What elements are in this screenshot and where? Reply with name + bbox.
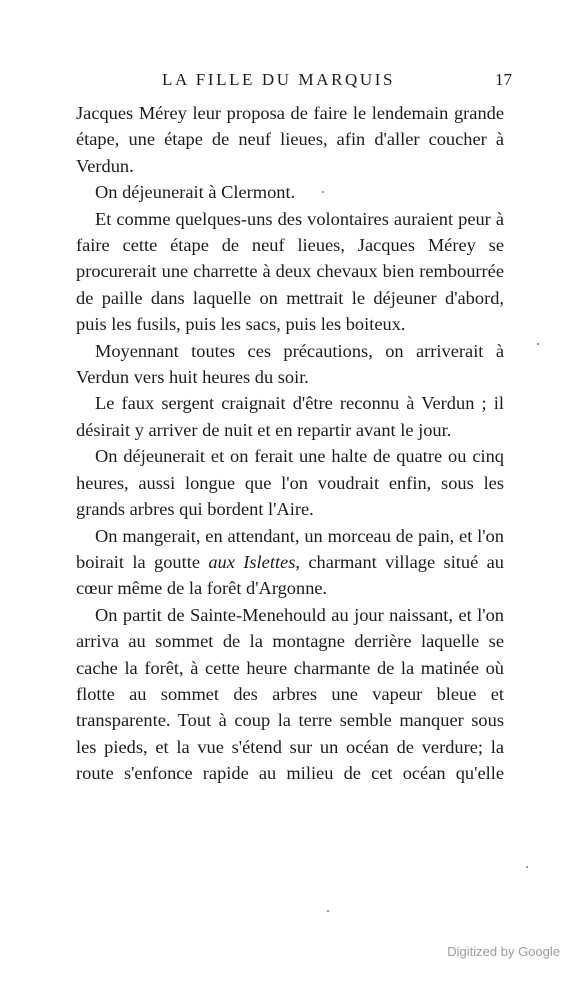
place-name-italic: aux Islettes <box>208 551 296 572</box>
paragraph-2: On déjeunerait à Clermont. <box>95 182 296 203</box>
scan-speck <box>526 866 528 868</box>
paragraph-1: Jacques Mérey leur proposa de faire le lendemain grande étape, une étape de neuf lieues, afin d'aller coucher à Verdun. <box>76 103 504 176</box>
running-title: LA FILLE DU MARQUIS <box>162 70 396 89</box>
paragraph-5: Le faux sergent craignait d'être reconnu à Verdun ; il désirait y arriver de nuit et en repartir avant le jour. <box>76 393 504 440</box>
paragraph-3: Et comme quelques-uns des volontaires auraient peur à faire cette étape de neuf lieues, Jacques Mérey se procurerait une charrette à deux chevaux bien rembourrée de paille dans laquelle on mettrait le déjeuner d'abord, puis les fusils, puis les sacs, puis les boiteux. <box>76 208 504 335</box>
body-text <box>76 100 504 787</box>
running-head <box>76 70 512 96</box>
paragraph-6: On déjeunerait et on ferait une halte de quatre ou cinq heures, aussi longue que l'on voudrait enfin, sous les grands arbres qui bordent l'Aire. <box>76 446 504 520</box>
scan-speck <box>327 910 329 912</box>
paragraph-7-end: , charmant village situé au cœur même de la forêt d'Argonne. <box>76 551 504 599</box>
paragraph-7-start: On mangerait, en attendant, un morceau de pain, et l'on boirait la goutte <box>76 525 504 572</box>
paragraph-7 <box>76 523 504 602</box>
scan-speck <box>322 191 324 193</box>
paragraph-4: Moyennant toutes ces précautions, on arriverait à Verdun vers huit heures du soir. <box>76 340 504 388</box>
digitization-watermark: Digitized by Google <box>447 944 560 959</box>
page-number: 17 <box>495 70 512 89</box>
scan-speck <box>537 343 539 345</box>
paragraph-8: On partit de Sainte-Menehould au jour naissant, et l'on arriva au sommet de la montagne derrière laquelle se cache la forêt, à cette heure charmante de la matinée où flotte au sommet des arbres une vapeur bleue et transparente. Tout à coup la terre semble manquer sous les pieds, et la vue s'étend sur un océan de verdure; la route s'enfonce rapide au milieu de cet océan qu'elle <box>76 604 504 784</box>
